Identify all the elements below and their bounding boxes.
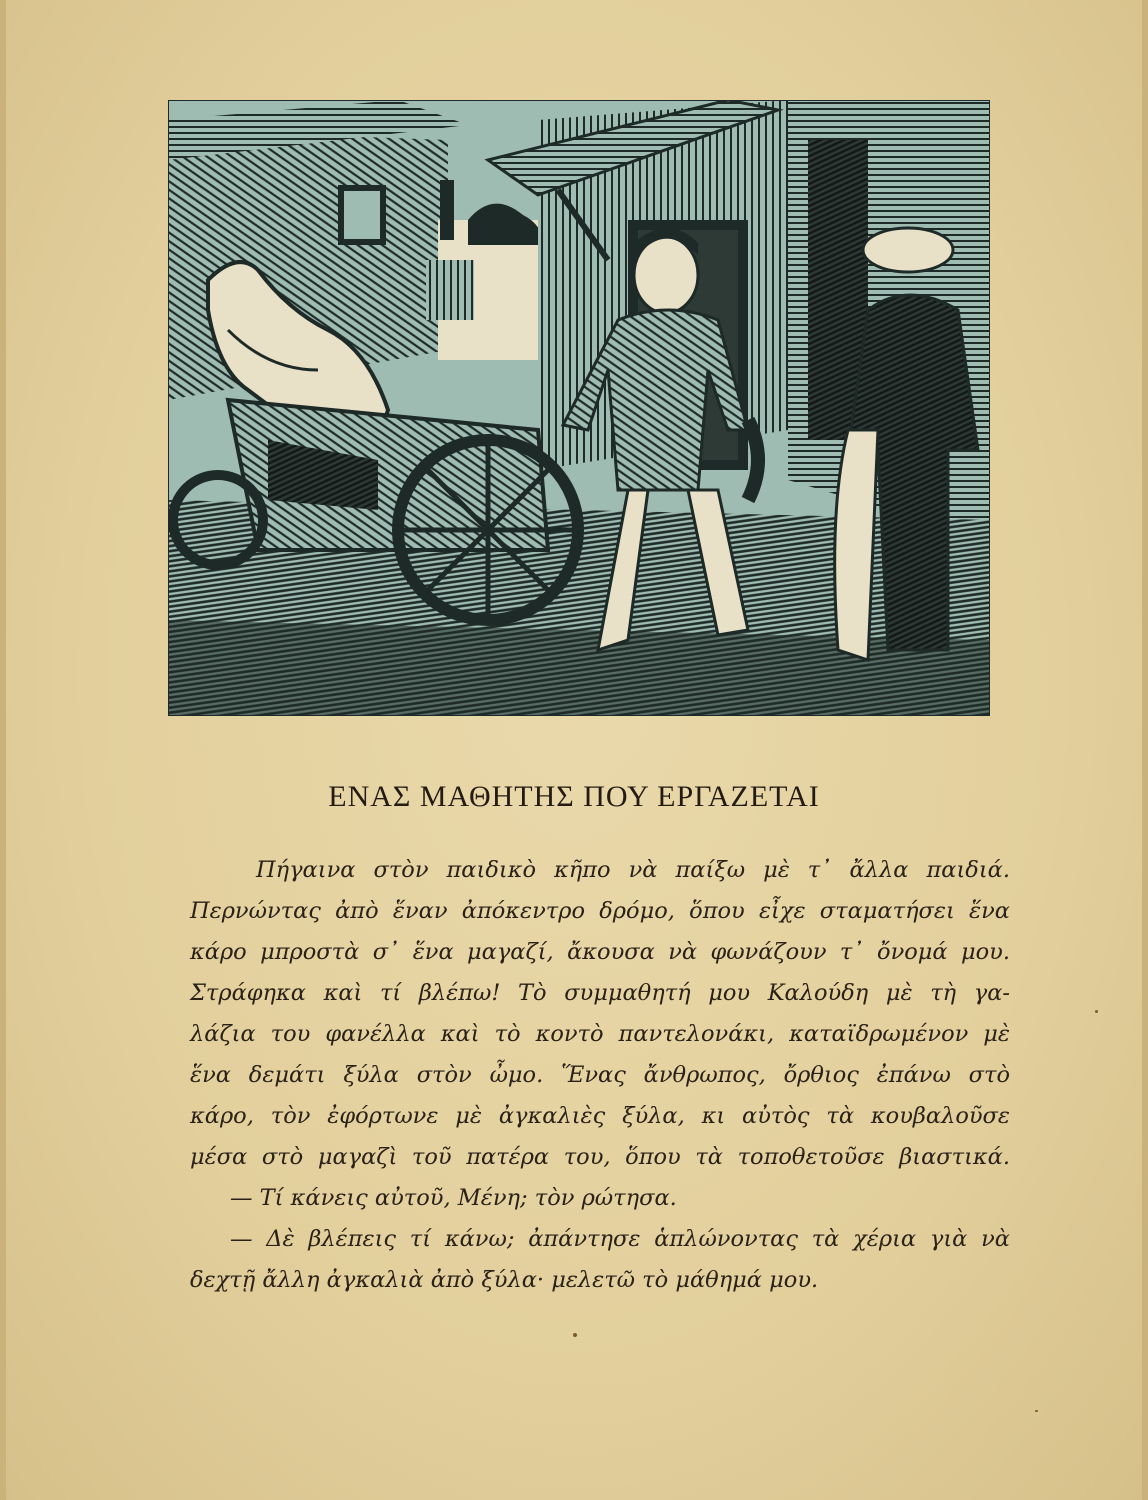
- paper-speck: [1095, 1010, 1098, 1013]
- paper-speck: [573, 1333, 577, 1337]
- text-line: Περνώντας ἀπὸ ἕναν ἀπόκεντρο δρόμο, ὅπου εἶχε σταματήσει ἕνα: [190, 898, 1010, 924]
- text-line: κάρο, τὸν ἐφόρτωνε μὲ ἀγκαλιὲς ξύλα, κι αὐτὸς τὰ κουβαλοῦσε: [190, 1103, 1010, 1129]
- paper-speck: [1035, 1410, 1038, 1412]
- text-line: Στράφηκα καὶ τί βλέπω! Τὸ συμμαθητή μου Καλούδη μὲ τὴ γα-: [190, 980, 1010, 1006]
- text-line: ἕνα δεμάτι ξύλα στὸν ὦμο. Ἕνας ἄνθρωπος, ὄρθιος ἐπάνω στὸ: [190, 1062, 1010, 1088]
- distant-pole: [440, 180, 454, 240]
- dialog-line: — Τί κάνεις αὐτοῦ, Μένη; τὸν ρώτησα.: [230, 1185, 677, 1211]
- text-line: Πήγαινα στὸν παιδικὸ κῆπο νὰ παίξω μὲ τ᾽ ἄλλα παιδιά.: [256, 857, 1010, 883]
- man-cap: [863, 228, 953, 272]
- story-text: [190, 850, 1010, 1301]
- fence: [426, 260, 474, 320]
- text-line: κάρο μπροστὰ σ᾽ ἕνα μαγαζί, ἄκουσα νὰ φωνάζουν τ᾽ ὄνομά μου.: [190, 939, 1010, 965]
- dialog-line: — Δὲ βλέπεις τί κάνω; ἀπάντησε ἁπλώνοντας τὰ χέρια γιὰ νὰ: [230, 1226, 1010, 1252]
- illustration-svg: [168, 100, 990, 716]
- text-line: μέσα στὸ μαγαζὶ τοῦ πατέρα του, ὅπου τὰ τοποθετοῦσε βιαστικά.: [190, 1144, 1010, 1170]
- page-edge-left: [0, 0, 6, 1500]
- chapter-title: ΕΝΑΣ ΜΑΘΗΤΗΣ ΠΟΥ ΕΡΓΑΖΕΤΑΙ: [328, 780, 820, 813]
- page-edge-right: [1142, 0, 1148, 1500]
- house-window-pane: [344, 191, 380, 239]
- woodcut-illustration: [168, 100, 990, 716]
- text-line: λάζια του φανέλλα καὶ τὸ κοντὸ παντελονάκι, καταϊδρωμένον μὲ: [190, 1021, 1010, 1047]
- text-line: δεχτῇ ἄλλη ἀγκαλιὰ ἀπὸ ξύλα· μελετῶ τὸ μάθημά μου.: [190, 1267, 819, 1293]
